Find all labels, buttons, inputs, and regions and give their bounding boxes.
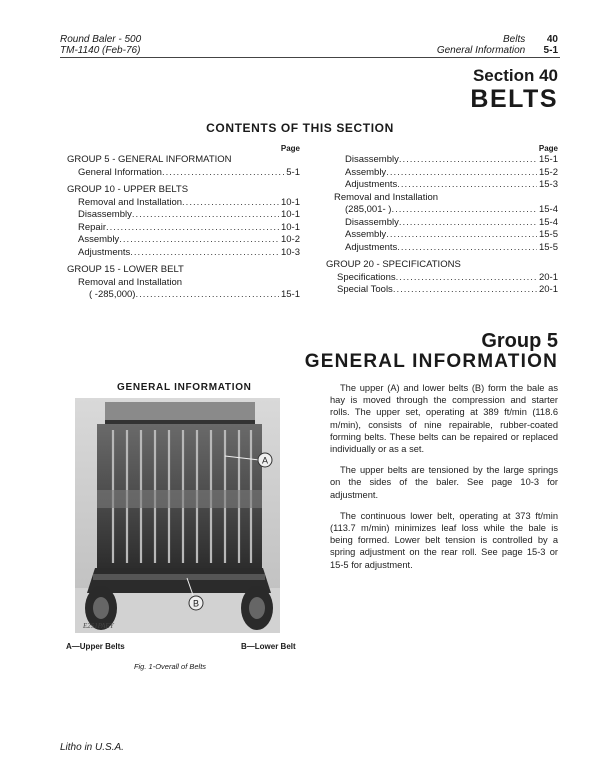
toc-entry[interactable]: ( -285,000) ..... 15-1 xyxy=(67,289,300,302)
contents-title: CONTENTS OF THIS SECTION xyxy=(206,121,394,135)
body-paragraph: The continuous lower belt, operating at 373 ft/min (113.7 m/min) minimizes leaf loss while the bale is being formed. Lower belt tension is controlled by a spring adjustment on the rear roll. See page 15-3 or 15-5 for adjustment. xyxy=(330,510,558,570)
header-section-label: Belts xyxy=(502,34,526,45)
figure-caption: Fig. 1-Overall of Belts xyxy=(133,662,207,671)
toc-entry[interactable]: Specifications ..... 20-1 xyxy=(334,272,558,285)
header-page-number: 5-1 xyxy=(543,45,558,56)
group-title: GENERAL INFORMATION xyxy=(304,351,558,372)
header-manual-code: TM-1140 (Feb-76) xyxy=(60,45,141,56)
toc-entry[interactable]: Assembly ..... 15-2 xyxy=(334,167,558,180)
body-paragraph: The upper (A) and lower belts (B) form the bale as hay is moved through the compression and starter rolls. The upper set, operating at 389 ft/min (118.6 m/min), consists of nine repairable, rubber-coated forming belts. These belts can be repaired or replaced individually or as a set. xyxy=(330,383,558,455)
toc-entry[interactable]: Adjustments ..... 15-5 xyxy=(334,242,558,255)
toc-entry[interactable]: Disassembly ..... 10-1 xyxy=(67,209,300,222)
section-title: BELTS xyxy=(470,85,558,113)
header-manual-title: Round Baler - 500 xyxy=(60,34,142,45)
toc-entry[interactable]: Adjustments ..... 10-3 xyxy=(67,247,300,260)
header-right xyxy=(437,34,558,56)
toc-right-column xyxy=(326,143,558,297)
body-text xyxy=(330,382,558,580)
toc-entry[interactable]: Adjustments ..... 15-3 xyxy=(334,179,558,192)
toc-group15-heading[interactable]: GROUP 15 - LOWER BELT xyxy=(67,264,184,275)
toc-page-column-heading: Page xyxy=(280,144,300,153)
toc-group5-heading[interactable]: GROUP 5 - GENERAL INFORMATION xyxy=(67,154,232,165)
figure-heading: GENERAL INFORMATION xyxy=(117,382,252,393)
toc-page-column-heading: Page xyxy=(538,144,558,153)
toc-entry[interactable]: (285,001- ) ..... 15-4 xyxy=(334,204,558,217)
toc-entry[interactable]: Repair ..... 10-1 xyxy=(67,222,300,235)
callout-a-label: A xyxy=(261,455,269,466)
toc-subheading: Removal and Installation xyxy=(78,276,183,288)
toc-entry[interactable]: Disassembly ..... 15-4 xyxy=(334,217,558,230)
toc-entry[interactable]: Disassembly ..... 15-1 xyxy=(334,154,558,167)
toc-entry[interactable]: General Information ..... 5-1 xyxy=(67,167,300,180)
group-label: Group 5 xyxy=(481,330,558,352)
footer-litho: Litho in U.S.A. xyxy=(60,742,124,753)
toc-group10-heading[interactable]: GROUP 10 - UPPER BELTS xyxy=(67,184,189,195)
toc-entry[interactable]: Assembly ..... 15-5 xyxy=(334,229,558,242)
toc-entry[interactable]: Removal and Installation ..... 10-1 xyxy=(67,197,300,210)
body-paragraph: The upper belts are tensioned by the large springs on the sides of the baler. See page 10-3 for adjustment. xyxy=(330,465,558,500)
header-section-number: 40 xyxy=(546,34,558,45)
photo-code: E2S1PAEY xyxy=(83,622,114,630)
caption-lower-belt: B—Lower Belt xyxy=(241,642,296,651)
caption-upper-belts: A—Upper Belts xyxy=(66,642,125,651)
header-group-label: General Information xyxy=(436,45,526,56)
callout-b-label: B xyxy=(192,598,200,609)
section-label: Section 40 xyxy=(472,66,558,85)
toc-entry[interactable]: Special Tools ..... 20-1 xyxy=(334,284,558,297)
toc-subheading: Removal and Installation xyxy=(334,191,439,203)
toc-entry[interactable]: Assembly ..... 10-2 xyxy=(67,234,300,247)
header-rule xyxy=(60,57,560,58)
header-left xyxy=(60,34,141,56)
toc-group20-heading[interactable]: GROUP 20 - SPECIFICATIONS xyxy=(326,259,461,270)
baler-illustration xyxy=(75,398,280,633)
toc-left-column xyxy=(67,143,300,302)
baler-photo xyxy=(75,398,280,633)
